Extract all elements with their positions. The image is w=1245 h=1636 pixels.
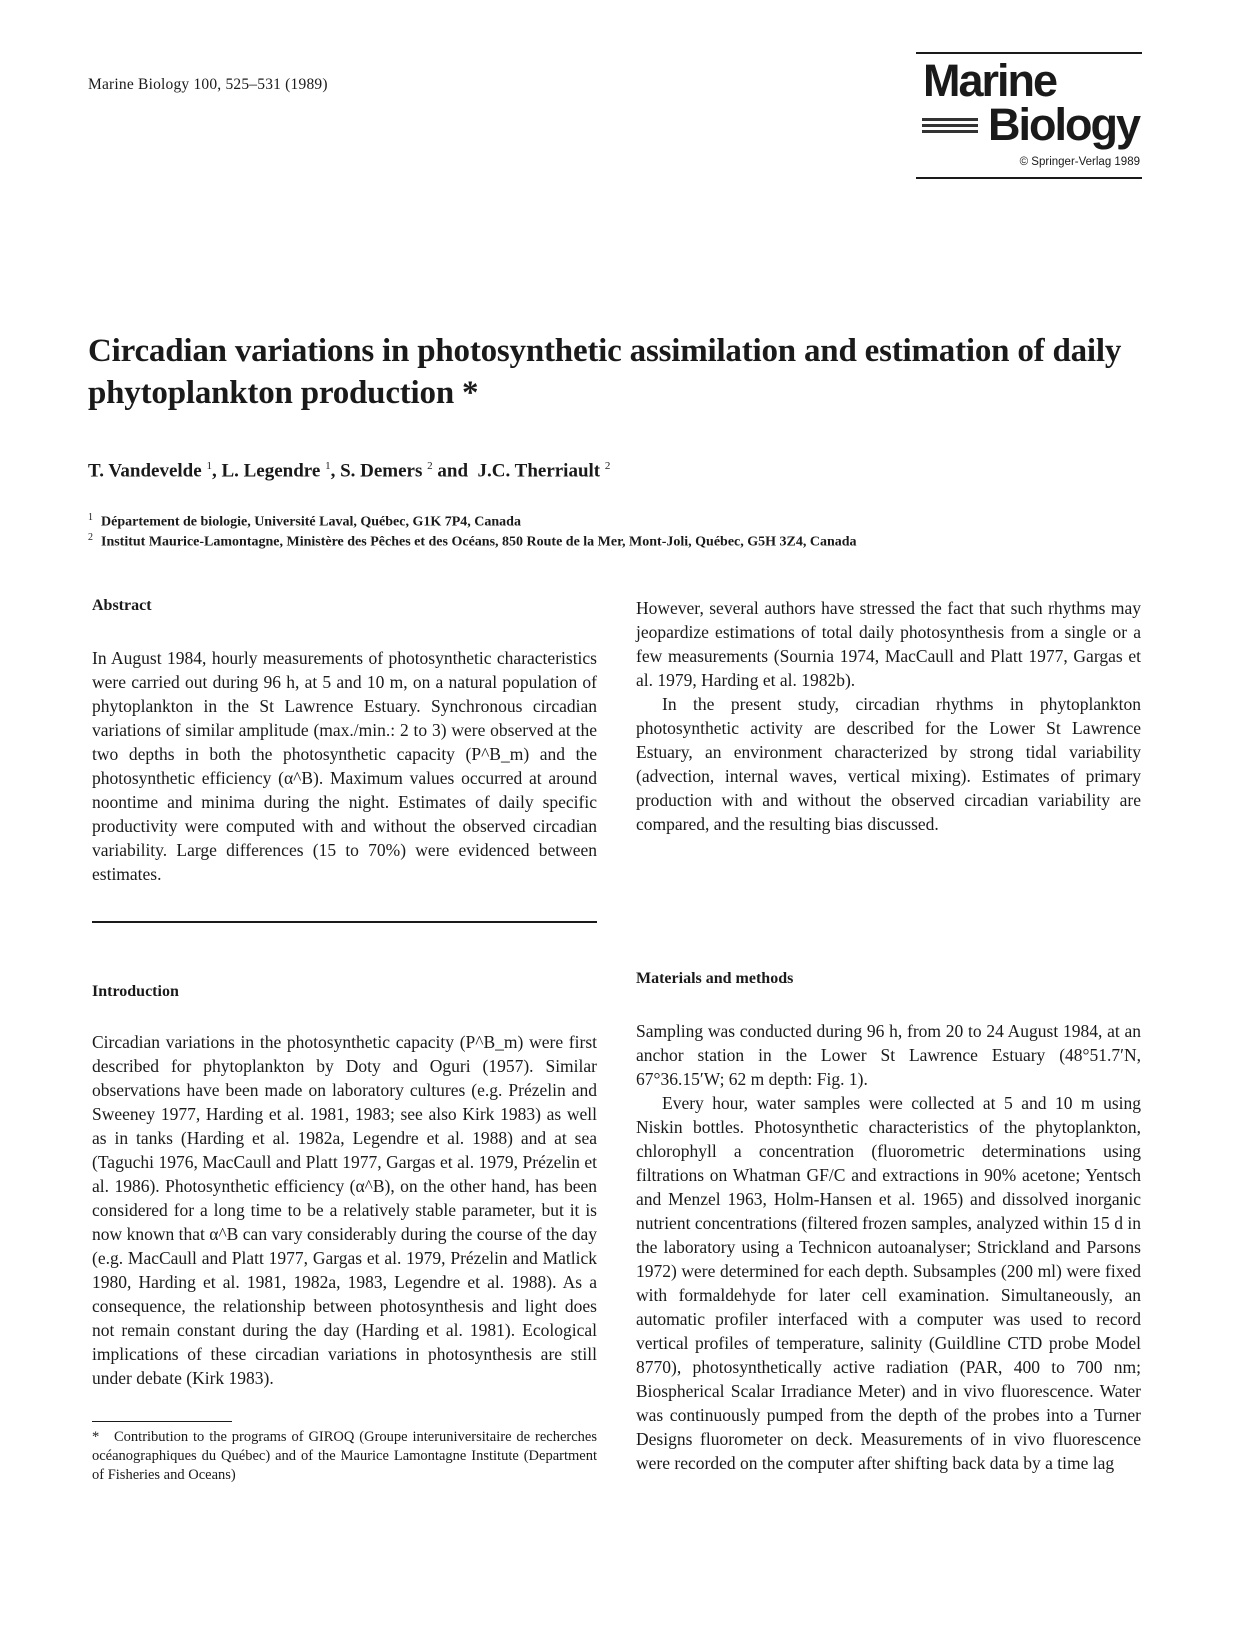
introduction-heading: Introduction [92, 983, 179, 1000]
introduction-paragraph-3: In the present study, circadian rhythms in phytoplankton photosynthetic activity are described for the Lower St Lawrence Estuary, an environment characterized by strong tidal variability (advection, internal waves, vertical mixing). Estimates of primary production with and without the observed circadian variability are compared, and the resulting bias discussed. [636, 694, 1141, 834]
methods-text [636, 1019, 1141, 1475]
footnote-marker: * [92, 1429, 100, 1445]
logo-word-biology: Biology [988, 99, 1139, 150]
footnote-text: Contribution to the programs of GIROQ (Groupe interuniversitaire de recherches océanographiques du Québec) and of the Maurice Lamontagne Institute (Department of Fisheries and Oceans) [92, 1429, 597, 1483]
author-separator: and [432, 460, 473, 482]
author-affiliation-mark: 1 [325, 460, 331, 472]
article-title: Circadian variations in photosynthetic assimilation and estimation of daily phytoplankton production * [88, 333, 1122, 411]
journal-citation: Marine Biology 100, 525–531 (1989) [88, 76, 328, 93]
author-affiliation-mark: 2 [427, 460, 433, 472]
logo-small-print-icon [922, 118, 978, 142]
author-affiliation-mark: 1 [206, 460, 212, 472]
logo-word-marine: Marine [923, 55, 1057, 106]
author-affiliation-mark: 2 [604, 460, 611, 472]
introduction-paragraph-2: However, several authors have stressed the fact that such rhythms may jeopardize estimations of total daily photosynthesis from a single or a few measurements (Sournia 1974, MacCaull and Platt 1977, Gargas et al. 1979, Harding et al. 1982b). [636, 598, 1141, 690]
author-name: S. Demers [340, 460, 423, 482]
affiliation-1 [88, 512, 521, 531]
logo-copyright: © Springer-Verlag 1989 [1019, 156, 1140, 168]
abstract-divider [92, 921, 597, 923]
logo-top-rule [916, 52, 1142, 54]
author-separator: , [211, 460, 222, 482]
footnote-divider [92, 1421, 232, 1422]
logo-bottom-rule [916, 177, 1142, 179]
author-separator: , [330, 460, 341, 482]
abstract-heading: Abstract [92, 597, 152, 614]
author-name: T. Vandevelde [88, 460, 202, 482]
affiliation-text: Département de biologie, Université Laval, Québec, G1K 7P4, Canada [101, 514, 521, 530]
author-name: L. Legendre [221, 460, 321, 482]
introduction-continued [636, 596, 1141, 836]
introduction-paragraph-1: Circadian variations in the photosynthetic capacity (P^B_m) were first described for phytoplankton by Doty and Oguri (1957). Similar observations have been made on laboratory cultures (e.g. Prézelin and Sweeney 1977, Harding et al. 1981, 1983; see also Kirk 1983) as well as in tanks (Harding et al. 1982a, Legendre et al. 1988) and at sea (Taguchi 1976, MacCaull and Platt 1977, Gargas et al. 1979, Prézelin et al. 1986). Photosynthetic efficiency (α^B), on the other hand, has been considered for a long time to be a relatively stable parameter, but it is now known that α^B can vary considerably during the course of the day (e.g. MacCaull and Platt 1977, Gargas et al. 1979, Prézelin and Matlick 1980, Harding et al. 1981, 1982a, 1983, Legendre et al. 1988). As a consequence, the relationship between photosynthesis and light does not remain constant during the day (Harding et al. 1981). Ecological implications of these circadian variations in photosynthesis are still under debate (Kirk 1983). [92, 1032, 597, 1388]
author-name: J.C. Therriault [477, 460, 601, 482]
affiliation-text: Institut Maurice-Lamontagne, Ministère des Pêches et des Océans, 850 Route de la Mer, Mont-Joli, Québec, G5H 3Z4, Canada [101, 534, 857, 550]
affiliation-number: 1 [88, 512, 93, 523]
affiliation-2 [88, 532, 857, 551]
author-list [88, 460, 610, 482]
affiliation-number: 2 [88, 532, 93, 543]
abstract-text: In August 1984, hourly measurements of photosynthetic characteristics were carried out during 96 h, at 5 and 10 m, on a natural population of phytoplankton in the St Lawrence Estuary. Synchronous circadian variations of similar amplitude (max./min.: 2 to 3) were observed at the two depths in both the photosynthetic capacity (P^B_m) and the photosynthetic efficiency (α^B). Maximum values occurred at around noontime and minima during the night. Estimates of daily specific productivity were computed with and without the observed circadian variability. Large differences (15 to 70%) were evidenced between estimates. [92, 648, 597, 884]
journal-logo [916, 48, 1142, 180]
methods-paragraph-2: Every hour, water samples were collected at 5 and 10 m using Niskin bottles. Photosynthetic characteristics of the phytoplankton, chlorophyll a concentration (fluorometric determinations using filtrations on Whatman GF/C and extractions in 90% acetone; Yentsch and Menzel 1963, Holm-Hansen et al. 1965) and dissolved inorganic nutrient concentrations (filtered frozen samples, analyzed within 15 d in the laboratory using a Technicon autoanalyser; Strickland and Parsons 1972) were determined for each depth. Subsamples (200 ml) were fixed with formaldehyde for later cell examination. Simultaneously, an automatic profiler interfaced with a computer was used to record vertical profiles of temperature, salinity (Guildline CTD probe Model 8770), photosynthetically active radiation (PAR, 400 to 700 nm; Biospherical Scalar Irradiance Meter) and in vivo fluorescence. Water was continuously pumped from the depth of the probes into a Turner Designs fluorometer on deck. Measurements of in vivo fluorescence were recorded on the computer after shifting back data by a time lag [636, 1093, 1141, 1473]
footnote [92, 1428, 597, 1485]
methods-paragraph-1: Sampling was conducted during 96 h, from 20 to 24 August 1984, at an anchor station in the Lower St Lawrence Estuary (48°51.7′N, 67°36.15′W; 62 m depth: Fig. 1). [636, 1021, 1141, 1089]
methods-heading: Materials and methods [636, 970, 794, 987]
